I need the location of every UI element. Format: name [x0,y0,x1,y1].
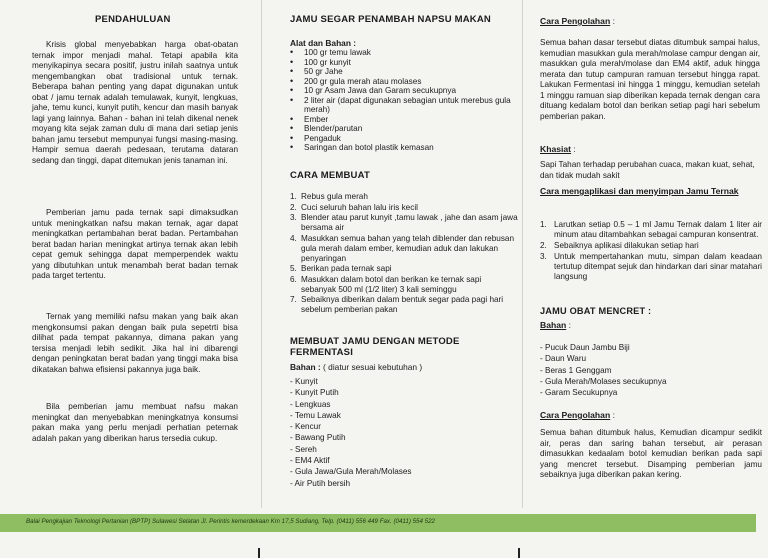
list-item [540,220,762,240]
list-item: - Beras 1 Genggam [540,365,612,375]
fermentasi-bahan-label: Bahan : [290,362,321,372]
column-pendahuluan [0,0,258,510]
list-item: • Blender/parutan [290,124,518,134]
list-item: - Gula Jawa/Gula Merah/Molases [290,467,412,477]
list-item-text: Cuci seluruh bahan lalu iris kecil [301,202,418,212]
list-item: - Kunyit [290,377,318,386]
list-item: • 2 liter air (dapat digunakan sebagian untuk merebus gula merah) [290,96,518,115]
fold-mark [518,548,520,558]
fold-mark [258,548,260,558]
list-item-text: Sebaiknya aplikasi dilakukan setiap hari [554,241,699,250]
section-title-pendahuluan: PENDAHULUAN [95,14,171,25]
list-number: 1. [540,220,547,229]
list-item: - Sereh [290,444,317,454]
list-item-text: Rebus gula merah [301,192,368,201]
fermentasi-bahan-line [290,362,422,372]
paragraph: Krisis global menyebabkan harga obat-obatan ternak impor menjadi mahal. Tetapi apabila kita menyikapinya secara positif, justru inilah saatnya untuk mengembangkan obat tradisional untuk ternak. Beberapa bahan penting yang dapat digunakan untuk obat / jamu ternak adalah temulawak, kunyit, lengkuas, jahe, temu kunci, kunyit putih, kencur dan masih banyak lagi yang lainnya. Bahan - bahan ini telah dikenal nenek moyang kita sejak zaman dulu di mana dari setiap jenis bahan jamu tersebut mempunyai fungsi masing-masing. Hampir semua daerah pedesaan, terutama dataran sedang dan tinggi, dapat ditemukan jenis tanaman ini. [32,40,238,165]
aplikasi-list [540,220,762,283]
list-number: 5. [290,264,297,273]
list-item [290,213,518,233]
aplikasi-heading: Cara mengaplikasi dan menyimpan Jamu Ternak [540,186,739,196]
list-item-text: Larutkan setiap 0.5 – 1 ml Jamu Ternak dalam 1 liter air minum atau ditambahkan sebagai campuran konsentrat. [554,220,762,239]
list-item-text: Berikan pada ternak sapi [301,264,392,273]
khasiat-heading: Khasiat : [540,144,576,154]
list-number: 1. [290,192,297,201]
list-item: - Daun Waru [540,354,587,364]
list-item: - Gula Merah/Molases secukupnya [540,376,667,386]
mencret-bahan-list [540,342,667,398]
list-item: - Air Putih bersih [290,478,351,488]
list-item [540,252,762,282]
mencret-bahan-heading: Bahan : [540,320,572,330]
list-item: - Bawang Putih [290,433,346,443]
list-item: - Lengkuas [290,399,331,409]
list-number: 4. [290,233,297,243]
list-number: 2. [540,241,547,250]
list-item: • Saringan dan botol plastik kemasan [290,143,518,153]
alat-bahan-label: Alat dan Bahan : [290,38,357,48]
list-item: • 100 gr temu lawak [290,48,518,58]
list-item: - Garam Secukupnya [540,388,618,398]
paragraph: Sapi Tahan terhadap perubahan cuaca, makan kuat, sehat, dan tidak mudah sakit [540,160,755,180]
page-margin [0,532,768,558]
section-title-cara-membuat: CARA MEMBUAT [290,170,370,181]
list-item [290,234,518,264]
mencret-bahan-label: Bahan [540,320,567,330]
list-item: • 100 gr kunyit [290,58,518,68]
mencret-pengolahan-label: Cara Pengolahan [540,410,611,420]
mencret-pengolahan-heading: Cara Pengolahan : [540,410,615,420]
paragraph: Semua bahan ditumbuk halus, Kemudian dicampur sedikit air, peras dan saring bahan tersebut, air perasan dimasukkan kedaalam botol kemudian berikan pada sapi yang mencret tersebut. Disamping pemberian jamu sebaiknya juga diberikan pakan kering. [540,428,762,479]
list-item: • Pengaduk [290,134,518,144]
column-divider [261,0,262,508]
alat-bahan-list [290,48,518,153]
section-title-jamu-segar: JAMU SEGAR PENAMBAH NAPSU MAKAN [290,14,491,25]
list-item: • 50 gr Jahe [290,67,518,77]
list-item-text: Blender atau parut kunyit ,tamu lawak , jahe dan asam jawa bersama air [301,213,518,232]
section-title-fermentasi: MEMBUAT JAMU DENGAN METODE FERMENTASI [290,336,460,358]
list-number: 7. [290,295,297,304]
list-item-text: Sebaiknya diberikan dalam bentuk segar pada pagi hari sebelum pemberian pakan [301,295,504,314]
footer-bar [0,514,756,532]
list-number: 3. [540,252,547,261]
list-item [540,241,762,251]
list-item [290,275,518,295]
section-title-mencret: JAMU OBAT MENCRET : [540,306,652,316]
list-item: • 200 gr gula merah atau molases [290,77,518,87]
column-pengolahan [528,0,768,510]
list-item: - Temu Lawak [290,410,341,420]
list-item: - Kunyit Putih [290,388,339,398]
list-item: • 10 gr Asam Jawa dan Garam secukupnya [290,86,518,96]
fermentasi-bahan-note: ( diatur sesuai kebutuhan ) [323,362,423,372]
paragraph: Ternak yang memiliki nafsu makan yang baik akan mengkonsumsi pakan dengan baik pula sepetrti bisa dilihat pada tempat pakannya, dimana pakan yang tersisa menjadi lebih sedikit. Jika hal ini dibarengi dengan peningkatan berat badan yang tinggi maka bisa dikatakan bahwa efisiensi pakannya juga baik. [32,312,238,374]
list-number: 3. [290,213,297,222]
cara-membuat-list [290,192,518,316]
column-divider [522,0,523,508]
list-number: 2. [290,202,297,212]
list-item: - EM4 Aktif [290,456,330,466]
footer-address: Balai Pengkajian Teknologi Pertanian (BPTP) Sulawesi Selatan Jl. Perintis kemerdekaan Km 17,5 Sudiang, Telp. (0411) 556 449 Fax. (0411) 554 522 [26,518,435,525]
fermentasi-bahan-list [290,376,412,489]
list-item: - Kencur [290,422,321,432]
paragraph: Bila pemberian jamu membuat nafsu makan meningkat dan menyebabkan meningkatnya konsumsi pakan maka yang perlu menjadi perhatian peternak adalah pakan yang diberikan harus tersedia cukup. [32,402,238,443]
column-jamu-segar [264,0,518,510]
list-item [290,192,518,202]
list-item: - Pucuk Daun Jambu Biji [540,343,630,352]
list-item-text: Masukkan semua bahan yang telah diblender dan rebusan gula merah dalam ember, kemudian aduk dan lakukan penyaringan [301,233,515,263]
list-item [290,264,518,274]
list-item [290,295,518,315]
paragraph: Semua bahan dasar tersebut diatas ditumbuk sampai halus, kemudian masukkan gula merah/molase campur dengan air, masukkan gula merah/molase dan EM4 aktif, aduk hingga merata dan tutup campuran ramuan tersebut hingga rapat. Lakukan Fermentasi ini hingga 1 minggu, kemudian setelah 1 minggu ramuan siap diberikan kepada ternak dengan cara dituang kedalam botol dan berikan setiap pagi hari sebelum pemberian pakan. [540,38,760,121]
list-item: • Ember [290,115,518,125]
cara-pengolahan-label: Cara Pengolahan [540,16,611,26]
list-item-text: Untuk mempertahankan mutu, simpan dalam keadaan tertutup ditempat sejuk dan hindarkan dari sinar matahari langsung [554,252,762,281]
list-item [290,203,518,213]
khasiat-label: Khasiat [540,144,572,154]
list-item-text: Masukkan dalam botol dan berikan ke ternak sapi sebanyak 500 ml (1/2 liter) 3 kali seminggu [301,274,482,294]
cara-pengolahan-heading: Cara Pengolahan : [540,16,615,26]
paragraph: Pemberian jamu pada ternak sapi dimaksudkan untuk meningkatkan nafsu makan ternak, agar dapat meningkatkan pertambahan berat badan. Pertambahan berat badan harian meningkat artinya ternak akan lebih cepat gemuk sehingga dapat memperpendek waktu yang dibutuhkan untuk menambah berat badan ternak pada target tertentu. [32,208,238,280]
list-number: 6. [290,274,297,284]
